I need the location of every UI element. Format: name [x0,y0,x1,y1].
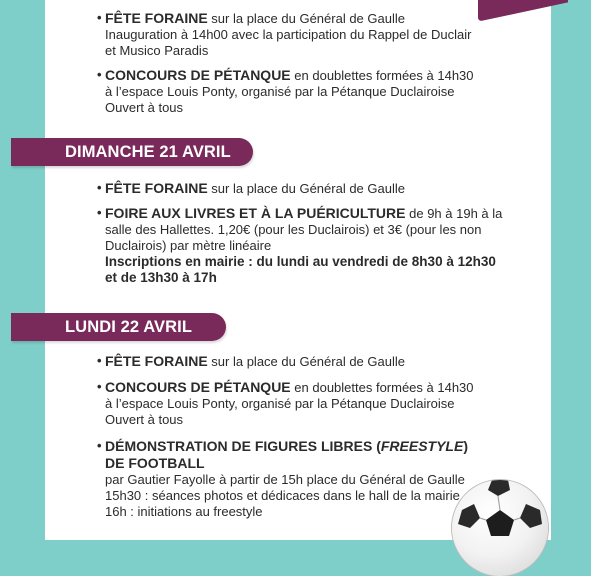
item-line: 15h30 : séances photos et dédicaces dans le hall de la mairie [105,488,460,503]
item-text: de 9h à 19h à la [409,206,503,221]
bullet: • [97,353,102,368]
list-item [97,379,545,428]
bullet: • [97,379,102,394]
bullet: • [97,438,102,453]
item-title: CONCOURS DE PÉTANQUE [105,67,291,83]
item-line: par Gautier Fayolle à partir de 15h place du Général de Gaulle [105,472,465,487]
item-title: FÊTE FORAINE [105,10,208,26]
soccer-ball-icon [452,480,548,576]
bullet: • [97,180,102,195]
item-line: à l’espace Louis Ponty, organisé par la Pétanque Duclairoise [105,84,455,99]
item-title: CONCOURS DE PÉTANQUE [105,379,291,395]
item-line: à l’espace Louis Ponty, organisé par la Pétanque Duclairoise [105,396,455,411]
program-card [45,0,551,540]
registration-line: Inscriptions en mairie : du lundi au vendredi de 8h30 à 12h30 [105,254,496,269]
day-header-dimanche: DIMANCHE 21 AVRIL [11,138,253,166]
bullet: • [97,205,102,220]
item-line: et Musico Paradis [105,43,209,58]
item-title-line2: DE FOOTBALL [105,455,205,471]
list-item [97,205,545,286]
item-title: FÊTE FORAINE [105,353,208,369]
bullet: • [97,67,102,82]
list-item [97,353,545,370]
item-line: Inauguration à 14h00 avec la participation du Rappel de Duclair [105,27,472,42]
item-line: Ouvert à tous [105,412,184,427]
item-text: sur la place du Général de Gaulle [211,354,405,369]
item-title: ) [463,438,468,454]
item-line: salle des Hallettes. 1,20€ (pour les Duclairois) et 3€ (pour les non [105,222,482,237]
item-text: en doublettes formées à 14h30 [294,68,474,83]
registration-line: et de 13h30 à 17h [105,270,217,285]
item-text: sur la place du Général de Gaulle [211,11,405,26]
item-title: DÉMONSTRATION DE FIGURES LIBRES ( [105,438,381,454]
item-title-emphasis: FREESTYLE [380,438,464,454]
item-title: FÊTE FORAINE [105,180,208,196]
list-item [97,180,545,197]
bullet: • [97,10,102,25]
item-text: en doublettes formées à 14h30 [294,380,474,395]
item-line: Duclairois) par mètre linéaire [105,238,272,253]
item-line: 16h : initiations au freestyle [105,504,263,519]
item-text: sur la place du Général de Gaulle [211,181,405,196]
list-item [97,10,545,59]
item-title: FOIRE AUX LIVRES ET À LA PUÉRICULTURE [105,205,406,221]
item-line: Ouvert à tous [105,100,184,115]
list-item [97,67,545,116]
day-header-lundi: LUNDI 22 AVRIL [11,313,226,341]
